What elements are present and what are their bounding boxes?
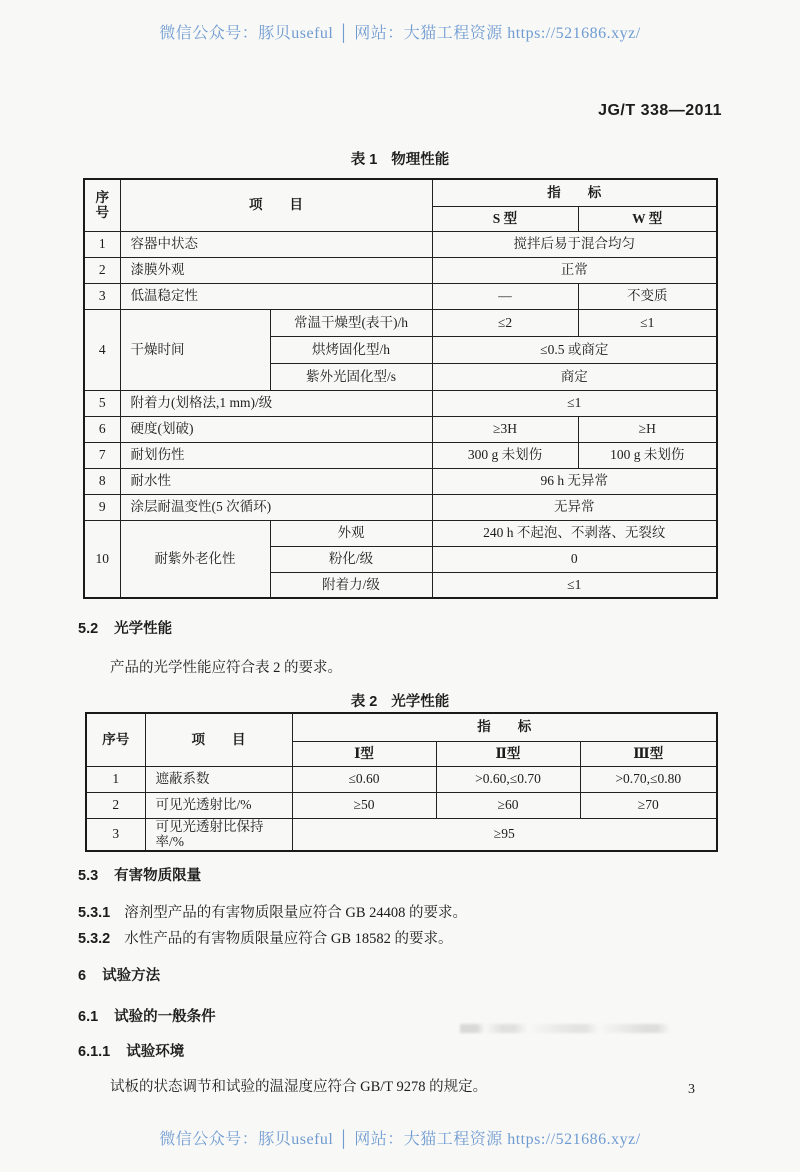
- table-physical-properties: [83, 178, 718, 599]
- section-number: 5.3: [78, 868, 99, 884]
- clause-5-3-2: [78, 927, 453, 948]
- section-number: 6: [78, 968, 87, 984]
- table2-header-item: 项 目: [145, 713, 292, 766]
- row-subitem: 外观: [270, 520, 432, 546]
- row-subitem: 紫外光固化型/s: [270, 363, 432, 390]
- row-item: 涂层耐温变性(5 次循环): [120, 494, 432, 520]
- row-no: 3: [86, 818, 145, 851]
- table-row: [84, 468, 717, 494]
- clause-number: 5.3.1: [78, 905, 111, 921]
- row-value-s: —: [432, 283, 578, 309]
- row-no: 1: [86, 766, 145, 792]
- row-item: 可见光透射比/%: [145, 792, 292, 818]
- table-row: [86, 818, 717, 851]
- table2-header-type-2: Ⅱ型: [436, 741, 580, 766]
- section-title: 光学性能: [114, 621, 173, 637]
- section-6-1-1-heading: [78, 1040, 184, 1061]
- section-number: 6.1: [78, 1009, 99, 1025]
- row-no: 4: [84, 309, 120, 390]
- table-row: [84, 442, 717, 468]
- row-value: 正常: [432, 257, 717, 283]
- row-no: 7: [84, 442, 120, 468]
- table2-title: [0, 690, 800, 711]
- table-row: [86, 766, 717, 792]
- table1-title-label: 表 1: [350, 152, 378, 168]
- row-no: 3: [84, 283, 120, 309]
- table-row: [84, 257, 717, 283]
- row-value-t2: ≥60: [436, 792, 580, 818]
- table2-header-type-3: Ⅲ型: [580, 741, 717, 766]
- table2-title-label: 表 2: [350, 694, 378, 710]
- table-optical-properties: [85, 712, 718, 852]
- row-subitem: 附着力/级: [270, 572, 432, 598]
- table-row: [84, 494, 717, 520]
- row-no: 5: [84, 390, 120, 416]
- clause-text: 溶剂型产品的有害物质限量应符合 GB 24408 的要求。: [124, 905, 468, 921]
- table-row: [84, 231, 717, 257]
- row-value: ≤0.5 或商定: [432, 336, 717, 363]
- section-title: 有害物质限量: [114, 868, 202, 884]
- section-title: 试验环境: [126, 1044, 185, 1060]
- section-title: 试验的一般条件: [114, 1009, 216, 1025]
- row-value-t1: ≤0.60: [292, 766, 436, 792]
- table1-header-index: 指 标: [432, 179, 717, 206]
- section-title: 试验方法: [102, 968, 161, 984]
- row-value-w: 100 g 未划伤: [578, 442, 717, 468]
- scan-artifact: [460, 1024, 670, 1033]
- row-value: ≥95: [292, 818, 717, 851]
- row-item: 耐水性: [120, 468, 432, 494]
- table2-header-row-1: [86, 713, 717, 741]
- row-value-s: ≥3H: [432, 416, 578, 442]
- row-subitem: 粉化/级: [270, 546, 432, 572]
- row-value-s: 300 g 未划伤: [432, 442, 578, 468]
- table-row: [84, 309, 717, 336]
- table-row: [86, 792, 717, 818]
- row-item: 附着力(划格法,1 mm)/级: [120, 390, 432, 416]
- row-value: 240 h 不起泡、不剥落、无裂纹: [432, 520, 717, 546]
- clause-text: 水性产品的有害物质限量应符合 GB 18582 的要求。: [124, 931, 453, 947]
- row-no: 6: [84, 416, 120, 442]
- row-value-t3: >0.70,≤0.80: [580, 766, 717, 792]
- section-6-1-1-paragraph: 试板的状态调节和试验的温湿度应符合 GB/T 9278 的规定。: [110, 1079, 488, 1095]
- section-6-heading: [78, 964, 160, 985]
- table-row: [84, 390, 717, 416]
- row-value: 商定: [432, 363, 717, 390]
- table2-title-text: 光学性能: [391, 694, 450, 710]
- clause-number: 5.3.2: [78, 931, 111, 947]
- row-item: 低温稳定性: [120, 283, 432, 309]
- row-value-t1: ≥50: [292, 792, 436, 818]
- page-number: 3: [688, 1082, 695, 1097]
- row-value-w: 不变质: [578, 283, 717, 309]
- row-value: 96 h 无异常: [432, 468, 717, 494]
- doc-code: JG/T 338—2011: [598, 102, 722, 119]
- table1-header-w-type: W 型: [578, 206, 717, 231]
- section-5-3-heading: [78, 864, 201, 885]
- watermark-bottom: 微信公众号：豚贝useful │ 网站：大猫工程资源 https://521686.xyz/: [159, 1131, 641, 1148]
- row-no: 8: [84, 468, 120, 494]
- section-5-2-heading: [78, 617, 172, 638]
- row-item: 遮蔽系数: [145, 766, 292, 792]
- row-value: ≤1: [432, 390, 717, 416]
- section-number: 5.2: [78, 621, 99, 637]
- row-value-w: ≥H: [578, 416, 717, 442]
- table1-header-no: 序号: [84, 179, 120, 231]
- row-value: ≤1: [432, 572, 717, 598]
- row-item: 耐划伤性: [120, 442, 432, 468]
- row-value-t2: >0.60,≤0.70: [436, 766, 580, 792]
- row-item: 耐紫外老化性: [120, 520, 270, 598]
- section-6-1-heading: [78, 1005, 216, 1026]
- row-value-t3: ≥70: [580, 792, 717, 818]
- row-item: 可见光透射比保持率/%: [145, 818, 292, 851]
- row-item: 漆膜外观: [120, 257, 432, 283]
- row-value-w: ≤1: [578, 309, 717, 336]
- row-no: 10: [84, 520, 120, 598]
- row-value: 无异常: [432, 494, 717, 520]
- row-item: 硬度(划破): [120, 416, 432, 442]
- table2-header-no: 序号: [86, 713, 145, 766]
- table1-header-row-1: [84, 179, 717, 206]
- row-no: 2: [86, 792, 145, 818]
- table1-header-s-type: S 型: [432, 206, 578, 231]
- row-no: 1: [84, 231, 120, 257]
- row-item: 容器中状态: [120, 231, 432, 257]
- table2-header-index: 指 标: [292, 713, 717, 741]
- row-subitem: 烘烤固化型/h: [270, 336, 432, 363]
- section-number: 6.1.1: [78, 1044, 111, 1060]
- clause-5-3-1: [78, 901, 467, 922]
- table-row: [84, 416, 717, 442]
- table1-header-item: 项 目: [120, 179, 432, 231]
- row-value-s: ≤2: [432, 309, 578, 336]
- row-no: 2: [84, 257, 120, 283]
- table-row: [84, 283, 717, 309]
- table2-header-type-1: Ⅰ型: [292, 741, 436, 766]
- row-value: 0: [432, 546, 717, 572]
- row-no: 9: [84, 494, 120, 520]
- watermark-top: 微信公众号：豚贝useful │ 网站：大猫工程资源 https://521686.xyz/: [159, 25, 641, 42]
- row-subitem: 常温干燥型(表干)/h: [270, 309, 432, 336]
- table1-title-text: 物理性能: [391, 152, 450, 168]
- section-5-2-paragraph: 产品的光学性能应符合表 2 的要求。: [110, 660, 342, 676]
- row-value: 搅拌后易于混合均匀: [432, 231, 717, 257]
- table1-title: [0, 148, 800, 169]
- table-row: [84, 520, 717, 546]
- row-item: 干燥时间: [120, 309, 270, 390]
